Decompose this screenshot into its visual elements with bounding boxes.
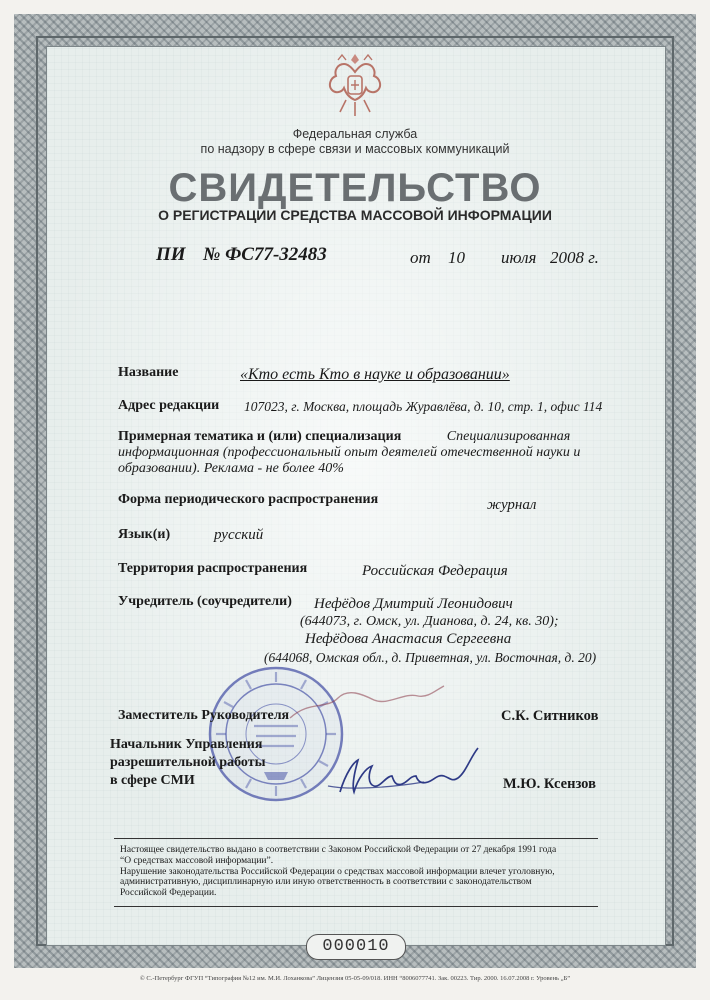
- reg-month: июля: [501, 248, 537, 267]
- document-subtitle: О РЕГИСТРАЦИИ СРЕДСТВА МАССОВОЙ ИНФОРМАЦИИ: [158, 207, 552, 223]
- agency-name-line2: по надзору в сфере связи и массовых коммуникаций: [200, 142, 510, 156]
- reg-year: 2008 г.: [550, 248, 599, 267]
- name-label: Название: [118, 365, 179, 380]
- founder1-address: (644073, г. Омск, ул. Дианова, д. 24, кв. 30);: [300, 614, 559, 629]
- form-value: журнал: [487, 497, 537, 513]
- legal-notice-line5: Российской Федерации.: [120, 888, 217, 899]
- head-name: М.Ю. Ксензов: [503, 776, 596, 792]
- head-title-line3: в сфере СМИ: [110, 773, 195, 788]
- legal-notice-line4: административную, дисциплинарную или иную ответственность в соответствии с законодательством: [120, 877, 532, 888]
- reg-prefix: ПИ: [156, 244, 186, 265]
- deputy-name: С.К. Ситников: [501, 708, 599, 724]
- footer-bottom-rule: [114, 906, 598, 907]
- document-title: СВИДЕТЕЛЬСТВО: [168, 166, 542, 210]
- head-title-line2: разрешительной работы: [110, 755, 266, 770]
- topic-label: Примерная тематика и (или) специализация: [118, 429, 402, 444]
- signature-head: [318, 746, 508, 806]
- deputy-title: Заместитель Руководителя: [118, 708, 290, 723]
- form-label: Форма периодического распространения: [118, 492, 379, 507]
- legal-notice: [120, 845, 600, 899]
- address-label: Адрес редакции: [118, 398, 220, 413]
- topic-value-2: информационная (профессиональный опыт деятелей отечественной науки и образовании). Реклама - не более 40%: [118, 445, 581, 476]
- name-value: «Кто есть Кто в науке и образовании»: [240, 366, 510, 383]
- territory-label: Территория распространения: [118, 561, 308, 576]
- founder2-address: (644068, Омская обл., д. Приветная, ул. Восточная, д. 20): [264, 650, 597, 665]
- agency-name-line1: Федеральная служба: [292, 127, 418, 141]
- legal-notice-line3: Нарушение законодательства Российской Федерации о средствах массовой информации влечет уголовную,: [120, 866, 555, 877]
- printer-imprint: © С.-Петербург ФГУП “Типография №12 им. М.И. Лоханкова” Лицензия 05-05-09/018. ИНН “8006077741. Зак. 00223. Тир. 2000. 16.07.2008 г. Уровень „Б”: [139, 975, 571, 982]
- coat-of-arms-emblem: [324, 50, 386, 122]
- founder2-name: Нефёдова Анастасия Сергеевна: [305, 631, 512, 647]
- legal-notice-line1: Настоящее свидетельство выдано в соответствии с Законом Российской Федерации от 27 декабря 1991 года: [120, 845, 557, 855]
- footer-top-rule: [114, 838, 598, 839]
- topic-block: [118, 429, 598, 477]
- topic-value-1: Специализированная: [446, 429, 571, 444]
- head-title-line1: Начальник Управления: [110, 737, 263, 752]
- language-value: русский: [214, 527, 264, 543]
- reg-from-label: от: [410, 248, 431, 267]
- founder1-name: Нефёдов Дмитрий Леонидович: [314, 596, 513, 612]
- address-value: 107023, г. Москва, площадь Журавлёва, д. 10, стр. 1, офис 114: [244, 399, 603, 414]
- signature-deputy: [282, 678, 452, 738]
- reg-day: 10: [448, 248, 465, 267]
- legal-notice-line2: “О средствах массовой информации”.: [120, 855, 274, 866]
- founder-label: Учредитель (соучредители): [118, 594, 292, 609]
- serial-number: 000010: [306, 934, 406, 960]
- territory-value: Российская Федерация: [362, 563, 508, 579]
- reg-number: № ФС77-32483: [203, 244, 327, 265]
- language-label: Язык(и): [118, 527, 171, 542]
